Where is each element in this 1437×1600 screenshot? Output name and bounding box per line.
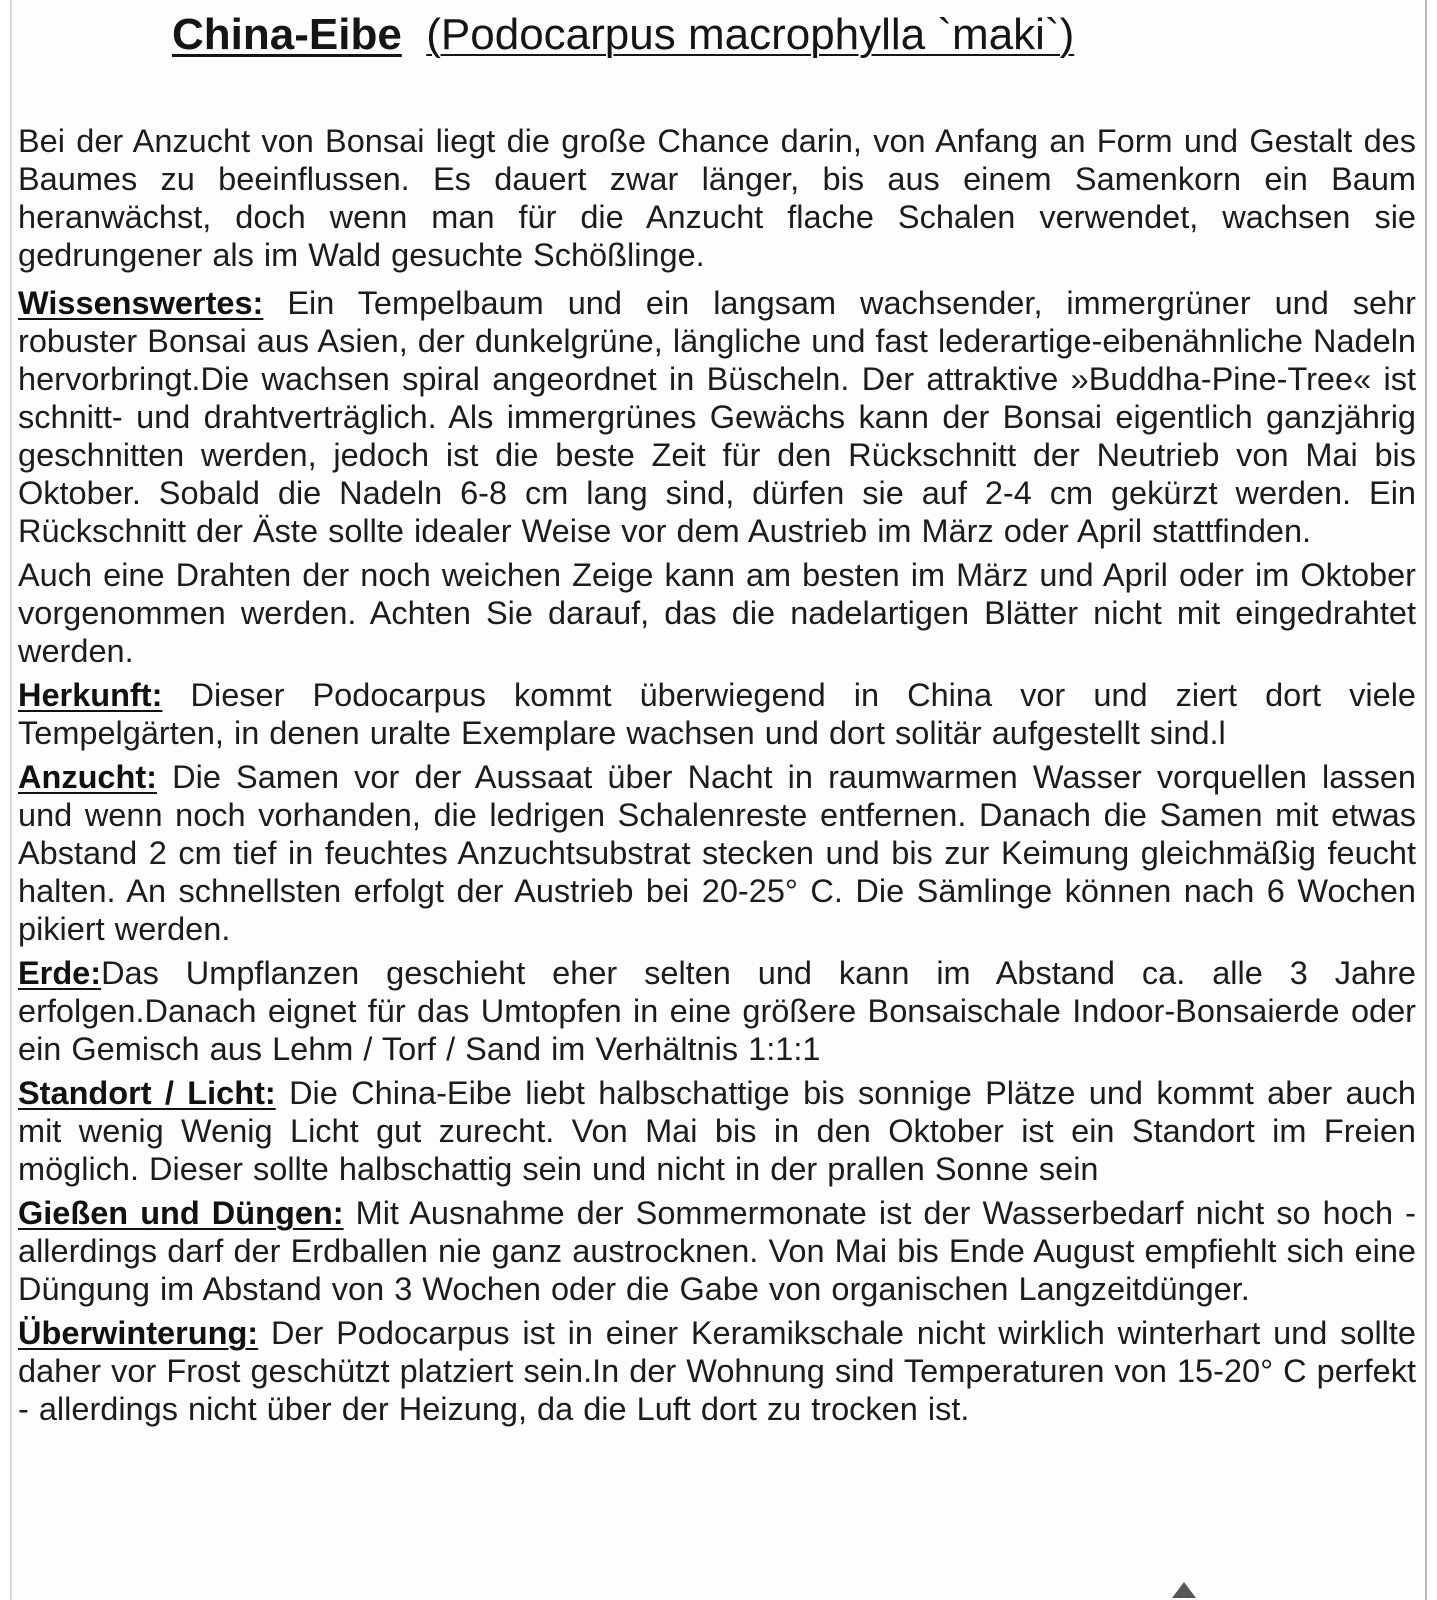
section-wissenswertes (18, 284, 1416, 550)
section-anzucht (18, 758, 1416, 948)
body-text (18, 122, 1416, 1434)
intro-paragraph: Bei der Anzucht von Bonsai liegt die große Chance darin, von Anfang an Form und Gestalt des Baumes zu beeinflussen. Es dauert zwar länger, bis aus einem Samenkorn ein Baum heranwächst, doch wenn man für die Anzucht flache Schalen verwendet, wachsen sie gedrungener als im Wald gesuchte Schößlinge. (18, 123, 1416, 273)
section-heading: Gießen und Düngen: (18, 1195, 344, 1231)
section-heading: Anzucht: (18, 759, 157, 795)
title-common-name: China-Eibe (172, 10, 402, 59)
section-heading: Standort / Licht: (18, 1075, 276, 1111)
section-text: Ein Tempelbaum und ein langsam wachsender, immergrüner und sehr robuster Bonsai aus Asien, der dunkelgrüne, längliche und fast lederartige-eibenähnliche Nadeln hervorbringt.Die wachsen spiral angeordnet in Büscheln. Der attraktive »Buddha-Pine-Tree« ist schnitt- und drahtverträglich. Als immergrünes Gewächs kann der Bonsai eigentlich ganzjährig geschnitten werden, jedoch ist die beste Zeit für den Rückschnitt der Neutrieb von Mai bis Oktober. Sobald die Nadeln 6-8 cm lang sind, dürfen sie auf 2-4 cm gekürzt werden. Ein Rückschnitt der Äste sollte idealer Weise vor dem Austrieb im März oder April stattfinden. (18, 285, 1416, 549)
section-herkunft (18, 676, 1416, 752)
section-heading: Herkunft: (18, 677, 163, 713)
section-erde (18, 954, 1416, 1068)
page-title (172, 8, 1292, 62)
section-text: Der Podocarpus ist in einer Keramikschale nicht wirklich winterhart und sollte daher vor Frost geschützt platziert sein.In der Wohnung sind Temperaturen von 15-20° C perfekt - allerdings nicht über der Heizung, da die Luft dort zu trocken ist. (18, 1315, 1416, 1427)
section-standort-licht (18, 1074, 1416, 1188)
section-text: Das Umpflanzen geschieht eher selten und kann im Abstand ca. alle 3 Jahre erfolgen.Danach eignet für das Umtopfen in eine größere Bonsaischale Indoor-Bonsaierde oder ein Gemisch aus Lehm / Torf / Sand im Verhältnis 1:1:1 (18, 955, 1416, 1067)
title-latin-name: (Podocarpus macrophylla `maki`) (426, 10, 1075, 59)
document-page (10, 0, 1427, 1600)
triangle-mark-icon (1172, 1582, 1196, 1598)
section-heading: Erde: (18, 955, 102, 991)
section-heading: Überwinterung: (18, 1315, 259, 1351)
section-drahten (18, 556, 1416, 670)
section-giessen-duengen (18, 1194, 1416, 1308)
section-heading: Wissenswertes: (18, 285, 264, 321)
section-text: Die China-Eibe liebt halbschattige bis sonnige Plätze und kommt aber auch mit wenig Wenig Licht gut zurecht. Von Mai bis in den Oktober ist ein Standort im Freien möglich. Dieser sollte halbschattig sein und nicht in der prallen Sonne sein (18, 1075, 1416, 1187)
section-text: Mit Ausnahme der Sommermonate ist der Wasserbedarf nicht so hoch - allerdings darf der Erdballen nie ganz austrocknen. Von Mai bis Ende August empfiehlt sich eine Düngung im Abstand von 3 Wochen oder die Gabe von organischen Langzeitdünger. (18, 1195, 1416, 1307)
section-text: Dieser Podocarpus kommt überwiegend in China vor und ziert dort viele Tempelgärten, in denen uralte Exemplare wachsen und dort solitär aufgestellt sind.l (18, 677, 1416, 751)
section-text: Die Samen vor der Aussaat über Nacht in raumwarmen Wasser vorquellen lassen und wenn noch vorhanden, die ledrigen Schalenreste entfernen. Danach die Samen mit etwas Abstand 2 cm tief in feuchtes Anzuchtsubstrat stecken und bis zur Keimung gleichmäßig feucht halten. An schnellsten erfolgt der Austrieb bei 20-25° C. Die Sämlinge können nach 6 Wochen pikiert werden. (18, 759, 1416, 947)
section-text: Auch eine Drahten der noch weichen Zeige kann am besten im März und April oder im Oktober vorgenommen werden. Achten Sie darauf, das die nadelartigen Blätter nicht mit eingedrahtet werden. (18, 557, 1416, 669)
section-ueberwinterung (18, 1314, 1416, 1428)
